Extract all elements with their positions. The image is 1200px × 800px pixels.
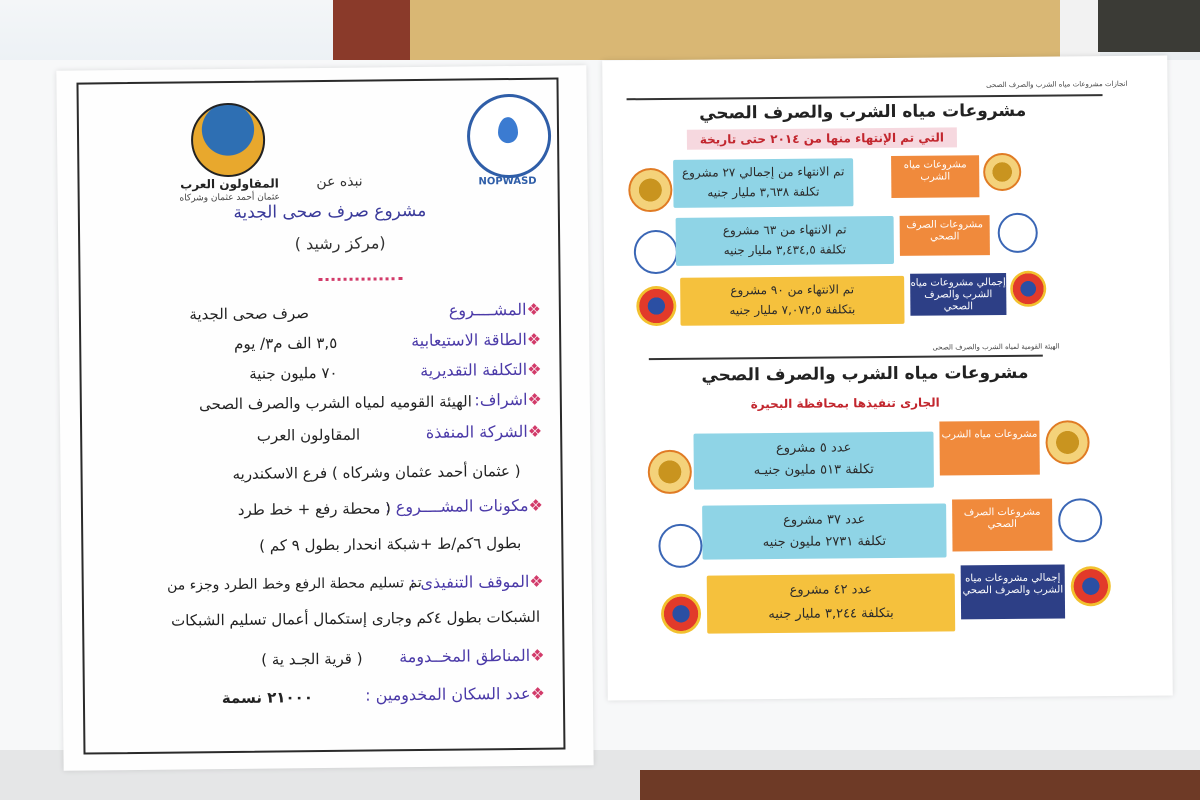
row-value: المقاولون العرب <box>256 425 361 445</box>
item-line2: تكلفة ٥١٣ مليون جنيـه <box>753 462 874 479</box>
divider-line <box>649 355 1043 360</box>
row-value: ٧٠ مليون جنية <box>249 363 338 383</box>
row-project: ❖المشــــروع <box>448 299 541 320</box>
item-line2: تكلفة ٢٧٣١ مليون جنيه <box>762 534 887 551</box>
row-contractor: ❖الشركة المنفذة <box>425 421 543 442</box>
nopwasd-logo-icon <box>467 94 552 179</box>
item-tag: مشروعات الصرف الصحي <box>900 215 990 256</box>
section1-subtitle: التي تم الإنتهاء منها من ٢٠١٤ حتى تاريخة <box>687 127 957 149</box>
row-population: ❖عدد السكان المخدومين : <box>365 683 545 705</box>
egypt-emblem-icon <box>1045 420 1089 464</box>
row-served-areas: ❖المناطق المخــدومة <box>399 645 545 667</box>
item-line1: تم الانتهاء من ٩٠ مشروع <box>730 282 855 298</box>
decorative-dotted-line <box>319 277 403 281</box>
item-tag: مشروعات مياه الشرب <box>891 155 979 198</box>
item-tag: مشروعات مياه الشرب <box>939 421 1039 476</box>
row-label: مكونات المشــــروع : <box>385 495 529 517</box>
row-label: اشراف: <box>474 389 528 410</box>
population-value: ٢١٠٠٠ نسمة <box>221 688 314 708</box>
components-value-2: بطول ٦كم/ط +شبكة انحدار بطول ٩ كم ) <box>259 533 522 555</box>
center-line: (مركز رشيد ) <box>294 233 386 254</box>
row-status: ❖الموقف التنفيذى : <box>409 571 544 593</box>
ground-shadow <box>640 770 1200 800</box>
holding-company-emblem-icon <box>1071 566 1111 606</box>
divider-line <box>627 94 1103 100</box>
row-label: المشــــروع <box>448 299 527 320</box>
holding-company-emblem-icon <box>661 594 701 634</box>
company-detail: ( عثمان أحمد عثمان وشركاه ) فرع الاسكندريه <box>232 461 521 483</box>
row-label: الموقف التنفيذى : <box>409 571 530 593</box>
row-cost: ❖التكلفة التقديرية <box>420 359 542 381</box>
row-value: صرف صحى الجدية <box>189 304 309 324</box>
top-caption-2: الهيئة القومية لمياه الشرب والصرف الصحى <box>932 342 1060 352</box>
photo-corner <box>1098 0 1200 52</box>
row-value: ٣,٥ الف م٣/ يوم <box>234 333 338 353</box>
item-line1: عدد ٣٧ مشروع <box>782 512 866 528</box>
components-value-1: ( محطة رفع + خط طرد <box>237 499 392 519</box>
status-value-2: الشبكات بطول ٤كم وجارى إستكمال أعمال تسليم الشبكات <box>171 607 541 630</box>
arab-contractors-logo-icon <box>191 103 266 178</box>
project-line: مشروع صرف صحى الجدية <box>233 200 427 223</box>
row-value: الهيئة القوميه لمياه الشرب والصرف الصحى <box>199 392 472 414</box>
item-line2: تكلفة ٣,٦٣٨ مليار جنيه <box>707 184 820 200</box>
item-tag: مشروعات الصرف الصحي <box>952 499 1052 552</box>
row-label: الشركة المنفذة <box>425 421 528 442</box>
row-label: الطاقة الاستيعابية <box>411 329 527 351</box>
item-line2: تكلفة ٣,٤٣٤,٥ مليار جنيه <box>723 242 847 258</box>
row-label: التكلفة التقديرية <box>420 359 528 381</box>
logo-left-subcaption: عثمان أحمد عثمان وشركاه <box>179 192 280 204</box>
projects-infographic-sheet <box>602 56 1173 701</box>
project-summary-sheet <box>56 65 593 771</box>
egypt-emblem-icon <box>983 153 1021 191</box>
item-line1: عدد ٤٢ مشروع <box>789 582 873 598</box>
nopwasd-emblem-icon <box>658 524 702 568</box>
row-label: المناطق المخــدومة <box>399 645 531 667</box>
egypt-emblem-icon <box>648 450 692 494</box>
top-caption-1: انجازات مشروعات مياه الشرب والصرف الصحى <box>986 79 1128 90</box>
white-wall <box>1060 0 1100 60</box>
item-line2: بتكلفة ٧,٠٧٢,٥ مليار جنيه <box>729 302 856 318</box>
section2-subtitle: الجارى تنفيذها بمحافظة البحيرة <box>750 395 940 412</box>
nopwasd-emblem-icon <box>1058 498 1102 542</box>
row-label: عدد السكان المخدومين : <box>365 683 531 705</box>
item-line2: بتكلفة ٣,٢٤٤ مليار جنيه <box>768 605 894 623</box>
nopwasd-emblem-icon <box>998 213 1038 253</box>
holding-company-emblem-icon <box>1010 271 1046 307</box>
egypt-emblem-icon <box>628 168 672 212</box>
item-line1: تم الانتهاء من إجمالي ٢٧ مشروع <box>681 164 845 180</box>
sheet-header: نبذه عن <box>316 173 363 191</box>
nopwasd-emblem-icon <box>634 230 678 274</box>
section1-title: مشروعات مياه الشرب والصرف الصحي <box>699 100 1027 124</box>
row-components: ❖مكونات المشــــروع : <box>385 495 544 517</box>
water-drop-icon <box>498 117 518 143</box>
logo-right-caption: NOPWASD <box>478 175 537 188</box>
item-tag: إجمالي مشروعات مياه الشرب والصرف الصحي <box>961 564 1065 619</box>
item-line1: تم الانتهاء من ٦٣ مشروع <box>722 222 847 238</box>
logo-left-caption: المقاولون العرب <box>180 176 279 192</box>
served-value: ( قرية الجـد ية ) <box>261 649 363 669</box>
item-line1: عدد ٥ مشروع <box>775 440 852 456</box>
item-tag: إجمالي مشروعات مياه الشرب والصرف الصحي <box>910 273 1006 316</box>
sheet-frame <box>76 78 565 755</box>
row-supervision: ❖اشراف: <box>474 389 542 410</box>
status-value-1: تم تسليم محطة الرفع وخط الطرد وجزء من <box>166 574 422 594</box>
row-capacity: ❖الطاقة الاستيعابية <box>411 329 542 351</box>
section2-title: مشروعات مياه الشرب والصرف الصحي <box>701 362 1029 386</box>
holding-company-emblem-icon <box>636 286 676 326</box>
